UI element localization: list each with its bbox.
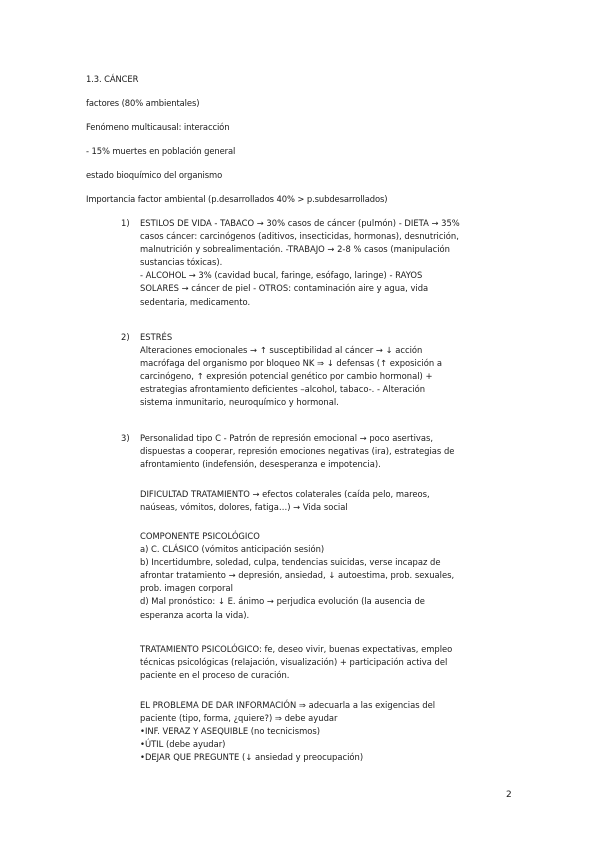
item-line: malnutrición y sobrealimentación. -TRABAJO → 2-8 % casos (manipulación: [140, 244, 450, 255]
list-item-personalidad: [140, 432, 520, 471]
block-line: afrontar tratamiento → depresión, ansiedad, ↓ autoestima, prob. sexuales,: [140, 570, 455, 581]
intro-line: estado bioquímico del organismo: [86, 170, 223, 180]
block-line: TRATAMIENTO PSICOLÓGICO: fe, deseo vivir, buenas expectativas, empleo: [140, 644, 453, 654]
block-dificultad-tratamiento: [140, 488, 520, 514]
intro-line: factores (80% ambientales): [86, 98, 200, 108]
block-line: d) Mal pronóstico: ↓ E. ánimo → perjudica evolución (la ausencia de: [140, 596, 425, 607]
item-line: sistema inmunitario, neuroquímico y hormonal.: [140, 397, 339, 408]
intro-line: Importancia factor ambiental (p.desarrollados 40% > p.subdesarrollados): [86, 194, 388, 204]
item-line: sedentaria, medicamento.: [140, 296, 251, 307]
block-line: DIFICULTAD TRATAMIENTO → efectos colaterales (caída pelo, mareos,: [140, 489, 430, 499]
block-line: b) Incertidumbre, soledad, culpa, tendencias suicidas, verse incapaz de: [140, 557, 441, 568]
list-item-estilos-de-vida: [140, 217, 520, 309]
block-line: a) C. CLÁSICO (vómitos anticipación sesión): [140, 544, 325, 555]
item-line: - ALCOHOL → 3% (cavidad bucal, faringe, esófago, laringe) - RAYOS: [140, 270, 423, 281]
page-number: 2: [506, 790, 512, 800]
item-line: dispuestas a cooperar, represión emociones negativas (ira), estrategias de: [140, 446, 455, 457]
block-componente-psicologico: [140, 530, 520, 622]
item-line: SOLARES → cáncer de piel - OTROS: contaminación aire y agua, vida: [140, 283, 429, 294]
item-line: estrategias afrontamiento deficientes –alcohol, tabaco-. - Alteración: [140, 384, 426, 395]
block-line: paciente (tipo, forma, ¿quiere?) ⇒ debe ayudar: [140, 713, 338, 724]
section-heading: 1.3. CÁNCER: [86, 74, 139, 84]
item-line: ESTRÉS: [140, 332, 173, 342]
block-line: COMPONENTE PSICOLÓGICO: [140, 531, 260, 541]
block-tratamiento-psicologico: [140, 643, 520, 682]
block-line: •ÚTIL (debe ayudar): [140, 739, 226, 750]
block-dar-informacion: [140, 699, 520, 764]
item-line: carcinógeno, ↑ expresión potencial genético por cambio hormonal) +: [140, 371, 433, 382]
block-line: paciente en el proceso de curación.: [140, 670, 290, 681]
item-line: Alteraciones emocionales → ↑ susceptibilidad al cáncer → ↓ acción: [140, 345, 423, 356]
block-line: •INF. VERAZ Y ASEQUIBLE (no tecnicismos): [140, 726, 321, 737]
item-line: casos cáncer: carcinógenos (aditivos, insecticidas, hormonas), desnutrición,: [140, 231, 459, 242]
item-number: 3): [121, 433, 130, 443]
item-line: sustancias tóxicas).: [140, 257, 223, 268]
item-line: afrontamiento (indefensión, desesperanza e impotencia).: [140, 459, 381, 470]
list-item-estres: [140, 331, 520, 410]
block-line: •DEJAR QUE PREGUNTE (↓ ansiedad y preocupación): [140, 752, 364, 763]
item-line: macrófaga del organismo por bloqueo NK ⇒ ↓ defensas (↑ exposición a: [140, 358, 442, 369]
item-number: 2): [121, 332, 130, 342]
intro-line: Fenómeno multicausal: interacción: [86, 122, 230, 132]
item-number: 1): [121, 218, 130, 228]
intro-line: - 15% muertes en población general: [86, 146, 236, 156]
block-line: prob. imagen corporal: [140, 583, 233, 594]
block-line: naúseas, vómitos, dolores, fatiga…) → Vida social: [140, 502, 348, 513]
block-line: esperanza acorta la vida).: [140, 609, 250, 620]
block-line: EL PROBLEMA DE DAR INFORMACIÓN ⇒ adecuarla a las exigencias del: [140, 700, 436, 710]
block-line: técnicas psicológicas (relajación, visualización) + participación activa del: [140, 657, 448, 668]
item-line: Personalidad tipo C - Patrón de represión emocional → poco asertivas,: [140, 433, 434, 443]
item-line: ESTILOS DE VIDA - TABACO → 30% casos de cáncer (pulmón) - DIETA → 35%: [140, 218, 460, 228]
